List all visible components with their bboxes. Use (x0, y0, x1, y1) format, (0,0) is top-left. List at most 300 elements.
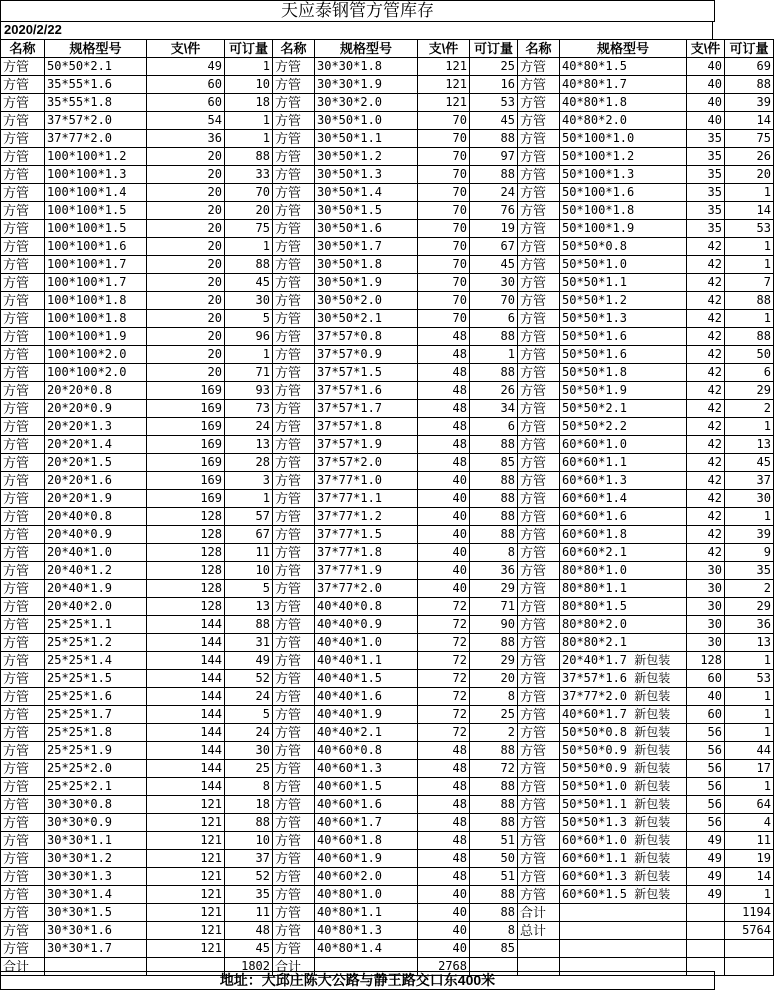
cell-spec: 25*25*1.7 (45, 706, 147, 724)
cell-spec: 40*40*1.9 (315, 706, 418, 724)
cell-pcs: 144 (147, 652, 225, 670)
cell-pcs: 60 (147, 94, 225, 112)
cell-name: 合计 (518, 904, 560, 922)
cell-qty: 88 (470, 490, 518, 508)
cell-pcs: 48 (418, 400, 470, 418)
table-row (1, 364, 774, 382)
cell-qty: 19 (725, 850, 774, 868)
cell-name: 方管 (518, 796, 560, 814)
cell-name: 方管 (518, 220, 560, 238)
cell-qty: 24 (225, 688, 273, 706)
table-row (1, 724, 774, 742)
cell-qty: 13 (725, 634, 774, 652)
cell-pcs: 42 (687, 238, 725, 256)
cell-name: 方管 (518, 814, 560, 832)
cell-qty: 25 (470, 706, 518, 724)
cell-spec: 30*30*2.0 (315, 94, 418, 112)
table-row (1, 58, 774, 76)
cell-pcs: 144 (147, 634, 225, 652)
table-row (1, 616, 774, 634)
cell-pcs: 42 (687, 292, 725, 310)
cell-pcs: 56 (687, 742, 725, 760)
cell-qty: 93 (225, 382, 273, 400)
cell-name: 方管 (518, 292, 560, 310)
cell-qty: 88 (225, 148, 273, 166)
cell-pcs: 42 (687, 472, 725, 490)
cell-spec: 80*80*2.1 (560, 634, 687, 652)
cell-spec: 37*77*2.0 (315, 580, 418, 598)
cell-spec: 30*50*2.1 (315, 310, 418, 328)
cell-spec: 20*40*0.9 (45, 526, 147, 544)
cell-spec: 37*77*1.0 (315, 472, 418, 490)
cell-spec: 60*60*1.3 新包装 (560, 868, 687, 886)
cell-spec: 37*77*1.2 (315, 508, 418, 526)
cell-qty: 73 (225, 400, 273, 418)
cell-pcs: 144 (147, 724, 225, 742)
cell-name: 方管 (518, 472, 560, 490)
cell-qty: 88 (470, 886, 518, 904)
cell-pcs: 20 (147, 166, 225, 184)
cell-qty: 8 (470, 544, 518, 562)
cell-spec: 30*30*1.9 (315, 76, 418, 94)
table-row (1, 940, 774, 958)
cell-pcs: 70 (418, 310, 470, 328)
cell-spec: 50*50*1.6 (560, 328, 687, 346)
cell-spec: 40*80*1.5 (560, 58, 687, 76)
cell-pcs: 70 (418, 184, 470, 202)
cell-spec: 40*40*0.9 (315, 616, 418, 634)
cell-name: 方管 (273, 130, 315, 148)
header-qty: 可订量 (225, 40, 273, 58)
cell-qty: 88 (225, 814, 273, 832)
cell-pcs (687, 940, 725, 958)
table-row (1, 166, 774, 184)
cell-name: 方管 (273, 688, 315, 706)
cell-qty: 53 (725, 220, 774, 238)
cell-qty: 70 (225, 184, 273, 202)
cell-pcs: 40 (418, 562, 470, 580)
cell-name: 方管 (1, 202, 45, 220)
cell-pcs: 42 (687, 526, 725, 544)
cell-name: 方管 (273, 706, 315, 724)
cell-name: 方管 (518, 670, 560, 688)
cell-pcs: 20 (147, 292, 225, 310)
cell-pcs: 121 (418, 76, 470, 94)
cell-pcs: 49 (687, 886, 725, 904)
cell-name: 方管 (273, 148, 315, 166)
cell-spec: 40*40*1.1 (315, 652, 418, 670)
cell-name: 方管 (273, 904, 315, 922)
cell-pcs: 121 (418, 94, 470, 112)
cell-name: 方管 (273, 580, 315, 598)
cell-name: 方管 (1, 670, 45, 688)
cell-name: 方管 (518, 508, 560, 526)
cell-pcs: 48 (418, 814, 470, 832)
cell-spec: 37*57*0.8 (315, 328, 418, 346)
cell-qty: 90 (470, 616, 518, 634)
cell-spec: 40*60*2.0 (315, 868, 418, 886)
table-row (1, 400, 774, 418)
cell-pcs: 48 (418, 346, 470, 364)
cell-qty: 85 (470, 940, 518, 958)
cell-qty: 6 (470, 310, 518, 328)
address-footer: 地址：大邱庄陈大公路与静王路交口东400米 (0, 971, 715, 990)
cell-pcs: 70 (418, 220, 470, 238)
cell-spec: 37*57*1.6 新包装 (560, 670, 687, 688)
cell-name: 方管 (1, 598, 45, 616)
cell-spec: 37*57*2.0 (45, 112, 147, 130)
cell-spec: 30*50*1.1 (315, 130, 418, 148)
table-row (1, 184, 774, 202)
cell-pcs: 169 (147, 418, 225, 436)
cell-pcs: 42 (687, 382, 725, 400)
cell-name: 方管 (273, 760, 315, 778)
cell-spec: 40*60*1.7 (315, 814, 418, 832)
header-spec: 规格型号 (560, 40, 687, 58)
cell-qty: 67 (470, 238, 518, 256)
cell-spec: 60*60*1.3 (560, 472, 687, 490)
cell-qty: 26 (470, 382, 518, 400)
cell-name: 方管 (518, 130, 560, 148)
cell-pcs: 30 (687, 580, 725, 598)
cell-qty: 35 (725, 562, 774, 580)
cell-qty: 1 (725, 652, 774, 670)
table-row (1, 418, 774, 436)
cell-qty: 51 (470, 868, 518, 886)
cell-spec: 50*50*1.1 新包装 (560, 796, 687, 814)
cell-spec (560, 922, 687, 940)
cell-qty: 88 (470, 130, 518, 148)
cell-qty: 7 (725, 274, 774, 292)
cell-pcs: 169 (147, 436, 225, 454)
cell-spec: 37*57*2.0 (315, 454, 418, 472)
cell-name: 方管 (273, 868, 315, 886)
cell-spec: 50*100*1.9 (560, 220, 687, 238)
cell-spec: 40*80*2.0 (560, 112, 687, 130)
cell-name: 方管 (1, 148, 45, 166)
cell-pcs: 121 (147, 850, 225, 868)
cell-qty: 26 (725, 148, 774, 166)
cell-pcs: 48 (418, 742, 470, 760)
cell-name: 方管 (273, 670, 315, 688)
cell-name: 方管 (1, 724, 45, 742)
cell-name: 方管 (1, 616, 45, 634)
cell-qty: 29 (725, 598, 774, 616)
table-row (1, 760, 774, 778)
cell-name: 方管 (518, 382, 560, 400)
cell-qty: 1 (725, 184, 774, 202)
cell-spec: 100*100*1.5 (45, 220, 147, 238)
cell-pcs: 40 (418, 904, 470, 922)
table-row (1, 922, 774, 940)
header-spec: 规格型号 (45, 40, 147, 58)
cell-spec: 20*40*1.7 新包装 (560, 652, 687, 670)
cell-spec: 50*100*1.0 (560, 130, 687, 148)
cell-pcs: 20 (147, 346, 225, 364)
table-row (1, 220, 774, 238)
table-row (1, 130, 774, 148)
cell-qty: 88 (470, 526, 518, 544)
cell-pcs: 40 (418, 544, 470, 562)
cell-name: 方管 (273, 850, 315, 868)
cell-spec (560, 904, 687, 922)
cell-name: 方管 (518, 868, 560, 886)
cell-qty: 1 (225, 490, 273, 508)
cell-pcs: 20 (147, 148, 225, 166)
table-row (1, 292, 774, 310)
cell-qty: 52 (225, 868, 273, 886)
header-qty: 可订量 (725, 40, 774, 58)
cell-name: 方管 (273, 490, 315, 508)
cell-name: 方管 (1, 220, 45, 238)
cell-qty: 75 (225, 220, 273, 238)
cell-spec: 37*57*1.7 (315, 400, 418, 418)
header-row (1, 40, 774, 58)
cell-pcs: 144 (147, 706, 225, 724)
cell-pcs: 48 (418, 778, 470, 796)
cell-pcs: 20 (147, 220, 225, 238)
cell-qty: 52 (225, 670, 273, 688)
cell-spec: 35*55*1.8 (45, 94, 147, 112)
table-row (1, 454, 774, 472)
cell-name: 方管 (518, 760, 560, 778)
cell-spec: 30*50*2.0 (315, 292, 418, 310)
cell-name: 方管 (518, 634, 560, 652)
table-row (1, 688, 774, 706)
cell-qty: 1 (725, 724, 774, 742)
cell-pcs: 42 (687, 310, 725, 328)
cell-qty: 28 (225, 454, 273, 472)
cell-pcs: 121 (147, 886, 225, 904)
cell-qty: 39 (725, 526, 774, 544)
cell-qty: 75 (725, 130, 774, 148)
cell-name: 方管 (518, 364, 560, 382)
cell-spec: 20*20*1.4 (45, 436, 147, 454)
cell-spec: 50*50*2.1 (45, 58, 147, 76)
cell-name: 方管 (1, 472, 45, 490)
cell-qty: 44 (725, 742, 774, 760)
cell-qty: 20 (225, 202, 273, 220)
cell-name: 方管 (518, 688, 560, 706)
cell-qty: 72 (470, 760, 518, 778)
cell-spec: 25*25*2.1 (45, 778, 147, 796)
cell-name: 方管 (1, 850, 45, 868)
cell-spec: 100*100*1.9 (45, 328, 147, 346)
cell-name: 方管 (273, 544, 315, 562)
cell-name: 方管 (518, 724, 560, 742)
cell-name: 方管 (1, 526, 45, 544)
table-row (1, 706, 774, 724)
table-row (1, 652, 774, 670)
cell-spec: 50*50*1.6 (560, 346, 687, 364)
date-label: 2020/2/22 (0, 21, 713, 39)
cell-spec: 40*80*1.0 (315, 886, 418, 904)
cell-pcs: 40 (418, 526, 470, 544)
table-row (1, 472, 774, 490)
cell-spec: 37*57*1.8 (315, 418, 418, 436)
cell-pcs: 169 (147, 472, 225, 490)
cell-pcs: 30 (687, 634, 725, 652)
cell-spec: 50*50*1.8 (560, 364, 687, 382)
cell-spec: 50*50*0.9 新包装 (560, 760, 687, 778)
cell-name: 方管 (273, 634, 315, 652)
cell-pcs: 20 (147, 328, 225, 346)
cell-qty: 37 (725, 472, 774, 490)
total-value: 1802 (225, 958, 273, 976)
cell-name: 方管 (273, 166, 315, 184)
cell-spec: 40*60*1.8 (315, 832, 418, 850)
cell-spec: 20*40*0.8 (45, 508, 147, 526)
cell-pcs: 30 (687, 598, 725, 616)
cell-name: 方管 (1, 274, 45, 292)
cell-spec: 20*40*1.9 (45, 580, 147, 598)
cell-pcs: 121 (147, 832, 225, 850)
cell-qty: 88 (470, 328, 518, 346)
cell-qty: 71 (225, 364, 273, 382)
cell-name: 方管 (1, 454, 45, 472)
cell-name: 方管 (1, 508, 45, 526)
cell-qty: 49 (225, 652, 273, 670)
cell-qty: 24 (225, 724, 273, 742)
cell-pcs: 35 (687, 130, 725, 148)
cell-pcs: 40 (687, 58, 725, 76)
cell-spec: 40*80*1.7 (560, 76, 687, 94)
cell-qty (725, 940, 774, 958)
table-row (1, 886, 774, 904)
cell-pcs: 42 (687, 364, 725, 382)
cell-spec: 50*50*2.2 (560, 418, 687, 436)
cell-name: 方管 (273, 652, 315, 670)
cell-spec: 50*50*1.0 (560, 256, 687, 274)
cell-pcs: 128 (147, 562, 225, 580)
cell-pcs: 144 (147, 670, 225, 688)
cell-qty: 70 (470, 292, 518, 310)
cell-spec: 50*100*1.8 (560, 202, 687, 220)
cell-qty: 88 (225, 256, 273, 274)
cell-pcs: 60 (687, 670, 725, 688)
cell-name: 方管 (273, 400, 315, 418)
cell-qty: 64 (725, 796, 774, 814)
table-row (1, 274, 774, 292)
cell-spec: 60*60*1.0 新包装 (560, 832, 687, 850)
table-row (1, 94, 774, 112)
cell-pcs: 42 (687, 436, 725, 454)
cell-spec: 30*30*1.5 (45, 904, 147, 922)
cell-name: 方管 (1, 166, 45, 184)
cell-spec: 60*60*1.8 (560, 526, 687, 544)
cell-spec: 30*50*1.7 (315, 238, 418, 256)
table-row (1, 238, 774, 256)
cell-pcs: 128 (687, 652, 725, 670)
cell-pcs: 72 (418, 652, 470, 670)
cell-spec: 40*80*1.8 (560, 94, 687, 112)
cell-qty: 45 (225, 940, 273, 958)
table-row (1, 436, 774, 454)
cell-name: 方管 (273, 814, 315, 832)
cell-name: 方管 (1, 922, 45, 940)
header-name: 名称 (1, 40, 45, 58)
cell-name: 方管 (1, 544, 45, 562)
cell-name: 方管 (1, 328, 45, 346)
cell-name: 方管 (273, 886, 315, 904)
cell-pcs: 42 (687, 346, 725, 364)
total-label: 合计 (1, 958, 45, 976)
cell-pcs: 36 (147, 130, 225, 148)
cell-name: 方管 (273, 238, 315, 256)
cell-spec: 30*50*1.4 (315, 184, 418, 202)
cell-qty: 14 (725, 112, 774, 130)
cell-spec: 100*100*2.0 (45, 346, 147, 364)
header-qty: 可订量 (470, 40, 518, 58)
cell-pcs: 48 (418, 760, 470, 778)
cell-spec: 30*30*1.1 (45, 832, 147, 850)
cell-name: 方管 (1, 436, 45, 454)
cell-qty: 29 (470, 652, 518, 670)
cell-qty: 36 (470, 562, 518, 580)
cell-pcs: 42 (687, 256, 725, 274)
cell-name: 方管 (518, 94, 560, 112)
cell-pcs: 144 (147, 616, 225, 634)
cell-qty: 1 (725, 778, 774, 796)
cell-spec: 100*100*1.7 (45, 256, 147, 274)
cell-spec: 30*50*1.8 (315, 256, 418, 274)
cell-qty: 69 (725, 58, 774, 76)
cell-pcs: 72 (418, 706, 470, 724)
cell-name: 方管 (273, 220, 315, 238)
table-row (1, 544, 774, 562)
cell-spec: 100*100*1.4 (45, 184, 147, 202)
cell-spec: 25*25*1.8 (45, 724, 147, 742)
cell-spec: 30*50*1.9 (315, 274, 418, 292)
cell-pcs: 70 (418, 166, 470, 184)
cell-pcs: 56 (687, 814, 725, 832)
cell-spec: 35*55*1.6 (45, 76, 147, 94)
cell-pcs: 40 (687, 76, 725, 94)
cell-spec: 30*30*0.9 (45, 814, 147, 832)
cell-qty: 34 (470, 400, 518, 418)
cell-spec: 37*57*1.6 (315, 382, 418, 400)
cell-pcs: 20 (147, 202, 225, 220)
cell-qty: 19 (470, 220, 518, 238)
cell-name: 方管 (518, 238, 560, 256)
cell-spec: 80*80*1.5 (560, 598, 687, 616)
cell-pcs: 144 (147, 688, 225, 706)
cell-qty: 8 (470, 688, 518, 706)
cell-spec: 20*20*0.9 (45, 400, 147, 418)
cell-qty: 1 (225, 58, 273, 76)
cell-spec: 80*80*1.0 (560, 562, 687, 580)
cell-qty: 1 (225, 112, 273, 130)
table-row (1, 580, 774, 598)
cell-qty: 24 (470, 184, 518, 202)
table-row (1, 814, 774, 832)
cell-qty: 36 (725, 616, 774, 634)
cell-qty: 39 (725, 94, 774, 112)
cell-spec: 25*25*1.5 (45, 670, 147, 688)
cell-qty: 88 (470, 436, 518, 454)
cell-qty: 53 (725, 670, 774, 688)
header-pcs: 支\件 (418, 40, 470, 58)
cell-pcs: 49 (687, 850, 725, 868)
table-row (1, 562, 774, 580)
cell-spec: 60*60*1.6 (560, 508, 687, 526)
cell-pcs: 144 (147, 778, 225, 796)
cell-name: 方管 (518, 76, 560, 94)
cell-qty: 3 (225, 472, 273, 490)
cell-name: 方管 (273, 328, 315, 346)
cell-pcs: 144 (147, 760, 225, 778)
cell-pcs: 121 (418, 58, 470, 76)
